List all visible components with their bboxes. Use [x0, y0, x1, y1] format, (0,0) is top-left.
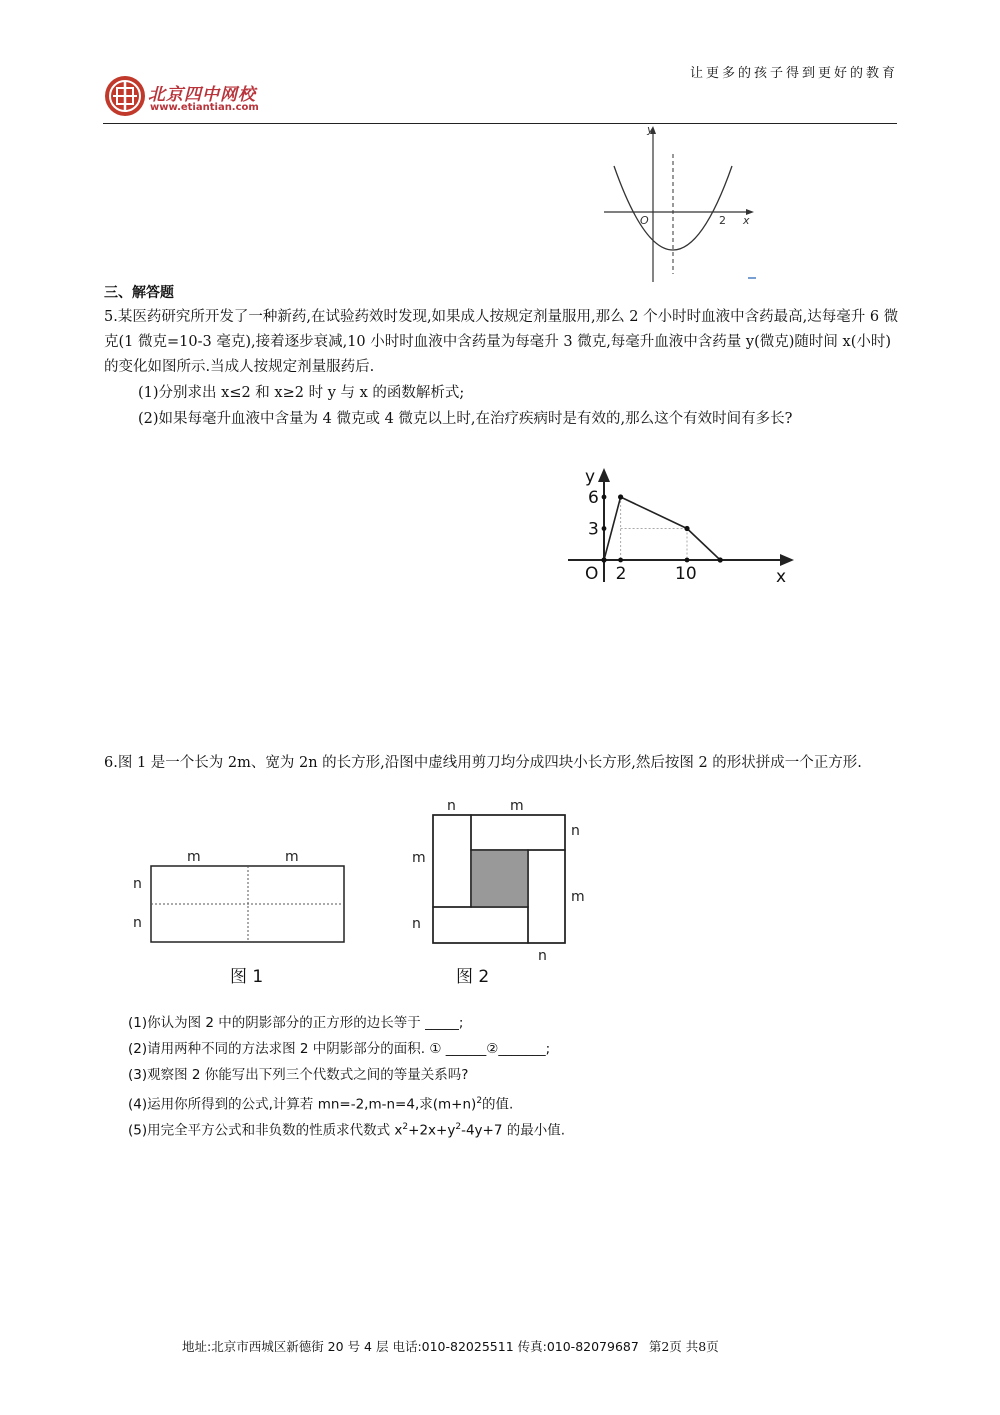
header-divider: [103, 123, 897, 124]
footer-page-number: 第2页 共8页: [648, 1339, 719, 1354]
section-title: 三、解答题: [104, 285, 174, 301]
footer-address: 地址:北京市西城区新德街 20 号 4 层 电话:010-82025511 传真:010-82079687: [182, 1339, 639, 1354]
figure-2: [405, 795, 600, 965]
y-axis-label: y: [585, 467, 596, 487]
fig2-piece-bottom: [433, 907, 528, 943]
q6-sub2: (2)请用两种不同的方法求图 2 中阴影部分的面积. ① ______②_______;: [128, 1041, 551, 1057]
q6-sub5-sup1: 2: [402, 1122, 409, 1132]
header-slogan: 让更多的孩子得到更好的教育: [689, 66, 898, 81]
tick-dot-x2: [618, 558, 623, 563]
q6-sub5-sup2: 2: [455, 1122, 462, 1132]
data-point: [684, 526, 689, 531]
q5-part1: (1)分别求出 x≤2 和 x≥2 时 y 与 x 的函数解析式;: [138, 385, 465, 401]
q5-part2: (2)如果每毫升血液中含量为 4 微克或 4 微克以上时,在治疗疾病时是有效的,那么这个有效时间有多长?: [138, 411, 793, 427]
fig2-label-left-n: n: [412, 916, 421, 932]
q5-text: 5.某医药研究所开发了一种新药,在试验药效时发现,如果成人按规定剂量服用,那么 2 个小时时血液中含药最高,达每毫升 6 微克(1 微克=10-3 毫克),接着逐步衰减,10 小时时血液中含药量为每毫升 3 微克,每毫升血液中含药量 y(微克)随时间 x(小时)的变化如图所示.当成人按规定剂量服药后.: [104, 309, 899, 375]
q6-sub1: (1)你认为图 2 中的阴影部分的正方形的边长等于 _____;: [128, 1015, 464, 1031]
fig1-label-n1: n: [133, 876, 142, 892]
graph1-x-label: x: [743, 214, 750, 227]
x-axis-label: x: [776, 567, 787, 587]
q6-sub4-sup: 2: [476, 1096, 483, 1106]
y-tick-label: 6: [588, 488, 599, 508]
parabola-graph: [598, 124, 760, 284]
fig2-label-bottom-n: n: [538, 948, 547, 964]
q6-sub5-c: -4y+7 的最小值.: [461, 1122, 566, 1139]
q6-text: 6.图 1 是一个长为 2m、宽为 2n 的长方形,沿图中虚线用剪刀均分成四块小长方形,然后按图 2 的形状拼成一个正方形.: [104, 755, 862, 771]
fig2-label-top-n: n: [447, 798, 456, 814]
fig2-label-right-n: n: [571, 823, 580, 839]
q6-sub5-b: +2x+y: [408, 1122, 456, 1139]
graph1-y-label: y: [647, 124, 654, 136]
chart-x-arrow-icon: [780, 554, 794, 566]
fig1-label-n2: n: [133, 915, 142, 931]
fig1-label-m1: m: [187, 849, 201, 865]
graph1-origin: O: [640, 214, 649, 227]
q6-sub4-a: (4)运用你所得到的公式,计算若 mn=-2,m-n=4,求(m+n): [128, 1096, 477, 1113]
fig1-caption: 图 1: [230, 967, 264, 987]
tick-dot-y3: [602, 526, 607, 531]
data-point: [601, 557, 606, 562]
chart-y-arrow-icon: [598, 468, 610, 482]
fig2-piece-right: [528, 850, 565, 943]
logo-url: www.etiantian.com: [150, 102, 259, 113]
fig2-piece-top: [471, 815, 565, 850]
fig1-label-m2: m: [285, 849, 299, 865]
x-tick-label: 10: [675, 564, 697, 584]
fig2-shaded-square: [471, 850, 528, 907]
logo-name: 北京四中网校: [148, 85, 256, 105]
q6-sub5-a: (5)用完全平方公式和非负数的性质求代数式 x: [128, 1122, 403, 1139]
fig2-caption: 图 2: [456, 967, 490, 987]
q6-sub4-b: 的值.: [482, 1096, 514, 1113]
fig2-label-right-m: m: [571, 889, 585, 905]
q6-sub4: [128, 1089, 513, 1118]
school-logo-icon: [103, 74, 147, 118]
q6-sub5: [128, 1115, 565, 1144]
series-segment: [687, 529, 720, 561]
fig2-label-left-m: m: [412, 850, 426, 866]
data-point: [618, 494, 623, 499]
q6-sub3: (3)观察图 2 你能写出下列三个代数式之间的等量关系吗?: [128, 1067, 469, 1083]
graph1-tick: 2: [719, 214, 726, 227]
tick-dot-y6: [602, 495, 607, 500]
origin-label: O: [585, 564, 599, 584]
fig2-piece-left: [433, 815, 471, 907]
series-segment: [621, 497, 687, 529]
tick-dot-x10: [685, 558, 690, 563]
fig2-label-top-m: m: [510, 798, 524, 814]
x-tick-label: 2: [615, 564, 627, 584]
y-tick-label: 3: [588, 519, 599, 540]
page-footer: [182, 1337, 719, 1355]
figure-1: [125, 845, 355, 945]
data-point: [718, 557, 723, 562]
drug-concentration-chart: [560, 462, 800, 592]
series-segment: [604, 497, 621, 560]
